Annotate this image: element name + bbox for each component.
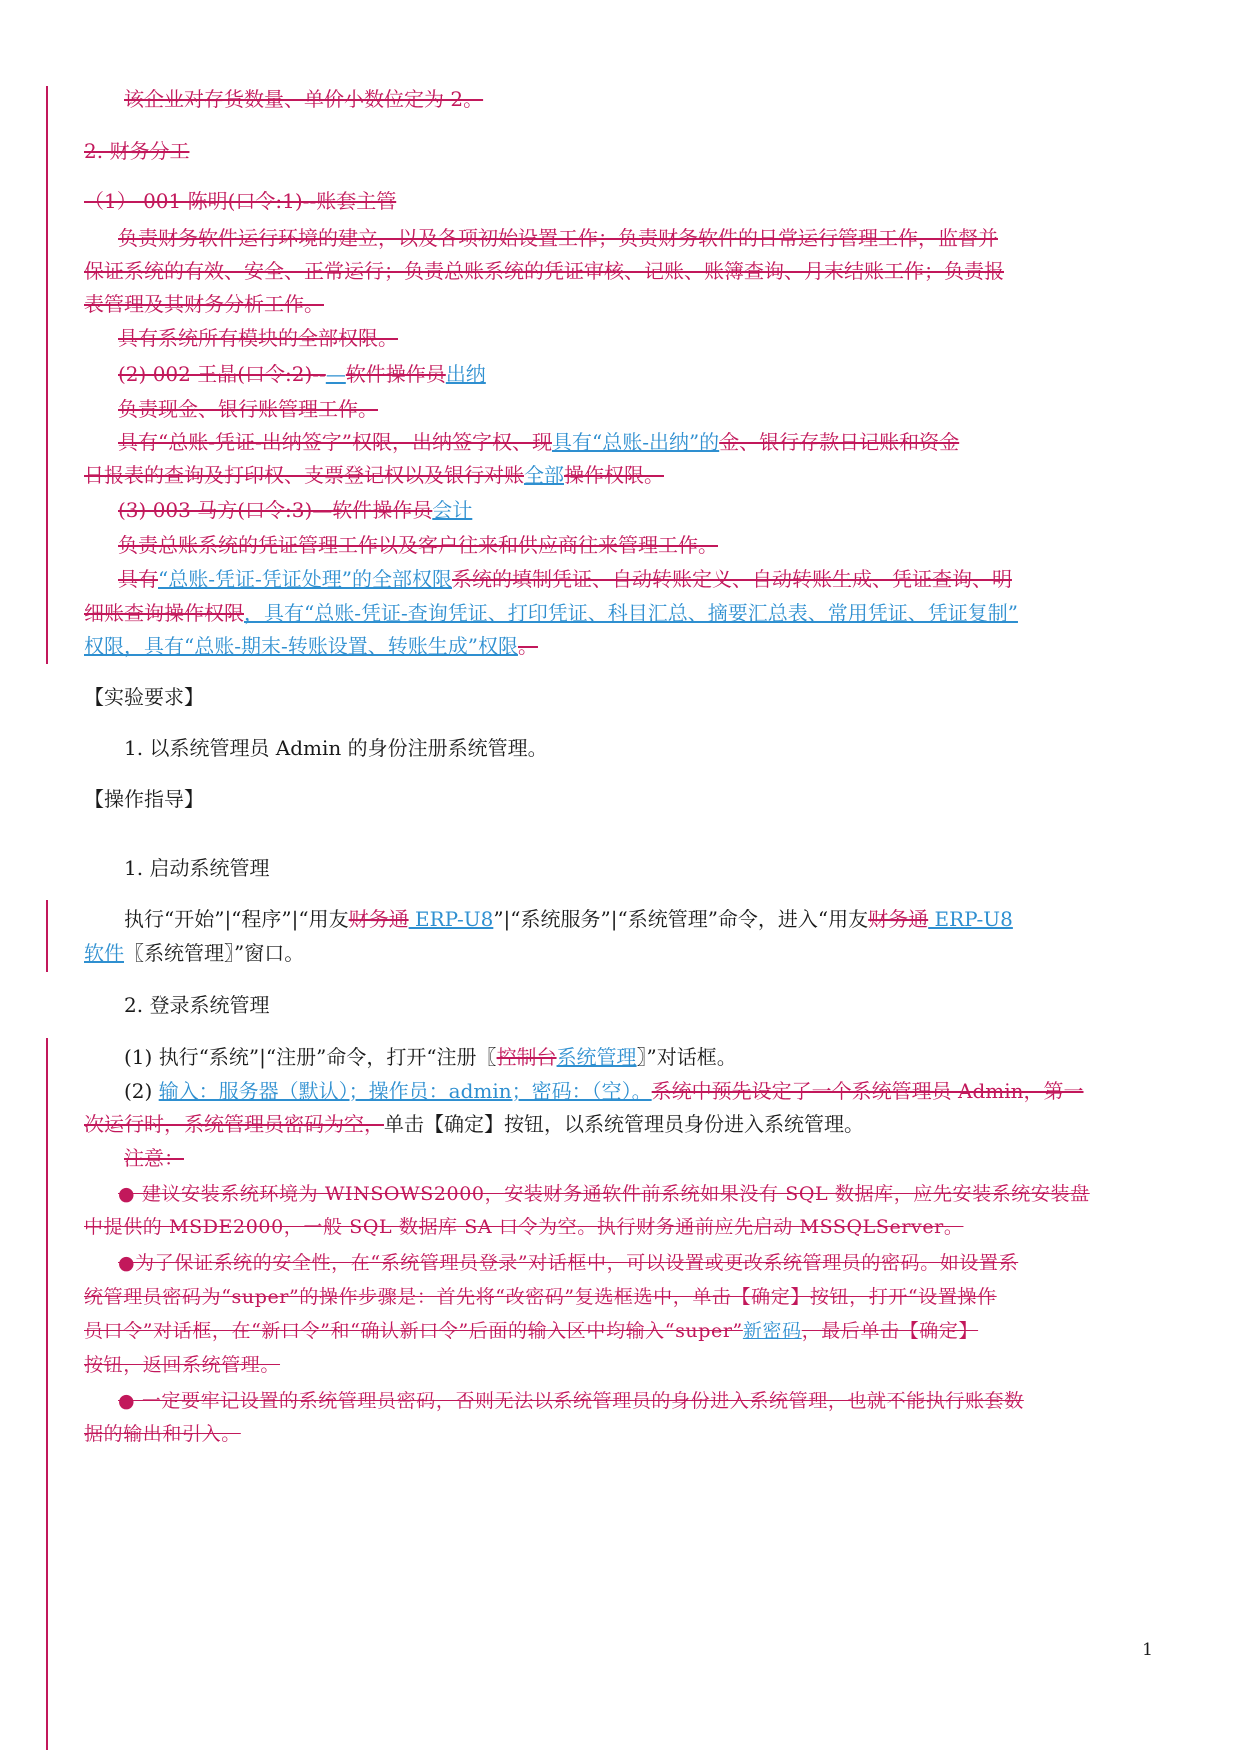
inserted-text: 出纳: [445, 362, 486, 386]
text-line: [84, 1284, 997, 1310]
text-line: [124, 86, 483, 112]
text-line: [84, 633, 538, 659]
text-line: [124, 1044, 737, 1070]
text-line: [124, 1145, 184, 1171]
deleted-text: 控制台: [496, 1045, 557, 1069]
inserted-text: ERP-U8: [408, 907, 494, 931]
deleted-text: ●为了保证系统的安全性，在“系统管理员登录”对话框中，可以设置或更改系统管理员的密码。如设置系: [118, 1252, 1019, 1274]
deleted-text: (2) 002 王晶(口令:2)--: [118, 362, 326, 386]
deleted-text: 按钮，返回系统管理。: [84, 1354, 281, 1376]
inserted-text: ，具有“总账-凭证-查询凭证、打印凭证、科目汇总、摘要汇总表、常用凭证、凭证复制”: [244, 601, 1018, 625]
change-bar: [46, 86, 48, 664]
inserted-text: 具有“总账-出纳”的: [551, 430, 720, 454]
text-line: [118, 361, 486, 387]
body-text: 〗”对话框。: [636, 1045, 737, 1069]
inserted-text: 会计: [432, 498, 473, 522]
inserted-text: 新密码: [742, 1320, 802, 1342]
deleted-text: 具有系统所有模块的全部权限。: [118, 326, 398, 350]
text-line: [84, 291, 324, 317]
body-text: 1. 以系统管理员 Admin 的身份注册系统管理。: [124, 736, 548, 760]
text-line: [118, 497, 472, 523]
text-line: [84, 1111, 864, 1137]
deleted-text: 表管理及其财务分析工作。: [84, 292, 324, 316]
deleted-text: 日报表的查询及打印权、支票登记权以及银行对账: [84, 463, 524, 487]
deleted-text: 负责财务软件运行环境的建立，以及各项初始设置工作；负责财务软件的日常运行管理工作，监督并: [118, 226, 998, 250]
text-line: [84, 940, 304, 966]
body-text: (1) 执行“系统”|“注册”命令，打开“注册〖: [124, 1045, 497, 1069]
inserted-text: ERP-U8: [928, 907, 1013, 931]
body-text: (2): [124, 1079, 159, 1103]
page-number: 1: [1142, 1640, 1153, 1660]
deleted-text: 负责总账系统的凭证管理工作以及客户往来和供应商往来管理工作。: [118, 533, 718, 557]
text-line: [84, 1318, 978, 1344]
inserted-text: 软件: [84, 941, 124, 965]
deleted-text: 金、银行存款日记账和资金: [719, 430, 960, 454]
deleted-text: 该企业对存货数量、单价小数位定为 2。: [124, 87, 484, 111]
text-line: [84, 1421, 241, 1447]
text-line: [118, 1388, 1024, 1414]
deleted-text: 细账查询操作权限: [84, 601, 244, 625]
deleted-text: 注意：: [124, 1146, 184, 1170]
body-text: 【实验要求】: [84, 685, 204, 709]
change-bar: [46, 1038, 48, 1750]
deleted-text: 统管理员密码为“super”的操作步骤是：首先将“改密码”复选框选中，单击【确定】按钮，打开“设置操作: [84, 1286, 997, 1308]
text-line: [124, 992, 269, 1018]
text-line: [118, 1181, 1090, 1207]
body-text: 〖系统管理〗”窗口。: [124, 941, 305, 965]
inserted-text: 权限，具有“总账-期末-转账设置、转账生成”权限: [84, 634, 518, 658]
text-line: [118, 532, 718, 558]
deleted-text: 软件操作员: [345, 362, 446, 386]
deleted-text: 保证系统的有效、安全、正常运行；负责总账系统的凭证审核、记账、账簿查询、月末结账工作；负责报: [84, 259, 1004, 283]
deleted-text: 具有: [118, 567, 158, 591]
deleted-text: ● 一定要牢记设置的系统管理员密码，否则无法以系统管理员的身份进入系统管理，也就不能执行账套数: [118, 1390, 1024, 1412]
text-line: [84, 1214, 963, 1240]
deleted-text: 系统中预先设定了一个系统管理员 Admin，第一: [651, 1079, 1084, 1103]
text-line: [124, 855, 269, 881]
text-line: [84, 1352, 280, 1378]
deleted-text: ，最后单击【确定】: [801, 1320, 979, 1342]
text-line: [84, 684, 204, 710]
deleted-text: 。: [517, 634, 538, 658]
deleted-text: (3) 003 马方(口令:3)—软件操作员: [118, 498, 433, 522]
text-line: [84, 258, 1004, 284]
deleted-text: 具有“总账-凭证-出纳签字”权限，出纳签字权、现: [118, 430, 552, 454]
deleted-text: 员口令”对话框，在“新口令”和“确认新口令”后面的输入区中均输入“super”: [84, 1320, 743, 1342]
body-text: 【操作指导】: [84, 787, 204, 811]
body-text: ”|“系统服务”|“系统管理”命令，进入“用友: [493, 907, 869, 931]
deleted-text: 中提供的 MSDE2000，一般 SQL 数据库 SA 口令为空。执行财务通前应先启动 MSSQLServer。: [84, 1216, 964, 1238]
text-line: [118, 325, 398, 351]
body-text: 2. 登录系统管理: [124, 993, 270, 1017]
inserted-text: —: [325, 362, 346, 386]
inserted-text: 全部: [524, 463, 564, 487]
text-line: [84, 462, 664, 488]
text-line: [124, 906, 1013, 932]
change-bar: [46, 900, 48, 972]
text-line: [84, 138, 189, 164]
deleted-text: ● 建议安装系统环境为 WINSOWS2000，安装财务通软件前系统如果没有 SQL 数据库，应先安装系统安装盘: [118, 1183, 1090, 1205]
body-text: 1. 启动系统管理: [124, 856, 270, 880]
text-line: [124, 1078, 1084, 1104]
text-line: [118, 566, 1012, 592]
text-line: [118, 1250, 1018, 1276]
deleted-text: 操作权限。: [564, 463, 664, 487]
deleted-text: 次运行时，系统管理员密码为空，: [84, 1112, 384, 1136]
deleted-text: 财务通: [348, 907, 409, 931]
body-text: 单击【确定】按钮，以系统管理员身份进入系统管理。: [384, 1112, 864, 1136]
text-line: [84, 188, 396, 214]
text-line: [124, 735, 548, 761]
text-line: [84, 786, 204, 812]
text-line: [118, 396, 378, 422]
deleted-text: 负责现金、银行账管理工作。: [118, 397, 378, 421]
body-text: 执行“开始”|“程序”|“用友: [124, 907, 349, 931]
deleted-text: 系统的填制凭证、自动转账定义、自动转账生成、凭证查询、明: [451, 567, 1012, 591]
deleted-text: 据的输出和引入。: [84, 1423, 241, 1445]
inserted-text: “总账-凭证-凭证处理”的全部权限: [158, 567, 452, 591]
deleted-text: （1） 001 陈明(口令:1)--账套主管: [84, 189, 397, 213]
text-line: [118, 429, 959, 455]
inserted-text: 系统管理: [556, 1045, 637, 1069]
text-line: [118, 225, 998, 251]
deleted-text: 2. 财务分工: [84, 139, 190, 163]
text-line: [84, 600, 1018, 626]
inserted-text: 输入：服务器（默认）；操作员：admin；密码：（空）。: [158, 1079, 652, 1103]
deleted-text: 财务通: [868, 907, 929, 931]
